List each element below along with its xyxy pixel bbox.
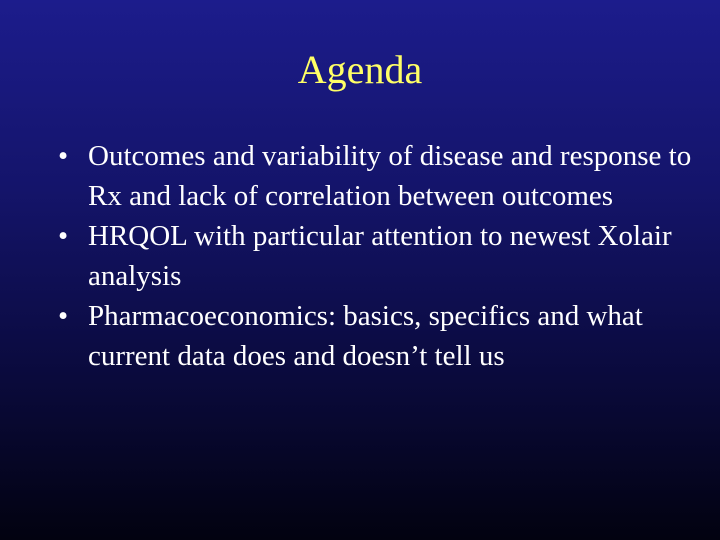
slide-title: Agenda [297, 47, 423, 92]
agenda-item-hrqol [54, 216, 694, 296]
agenda-item-text: Outcomes and variability of disease and response to Rx and lack of correlation between outcomes [88, 140, 692, 212]
agenda-item-outcomes [54, 136, 694, 216]
bullet-icon: • [58, 140, 69, 172]
agenda-item-text: Pharmacoeconomics: basics, specifics and what current data does and doesn’t tell us [88, 300, 643, 372]
agenda-item-text: HRQOL with particular attention to newest Xolair analysis [88, 220, 672, 292]
bullet-icon: • [58, 300, 69, 332]
agenda-item-pharmacoeconomics [54, 296, 694, 376]
agenda-list [54, 136, 694, 376]
bullet-icon: • [58, 220, 69, 252]
